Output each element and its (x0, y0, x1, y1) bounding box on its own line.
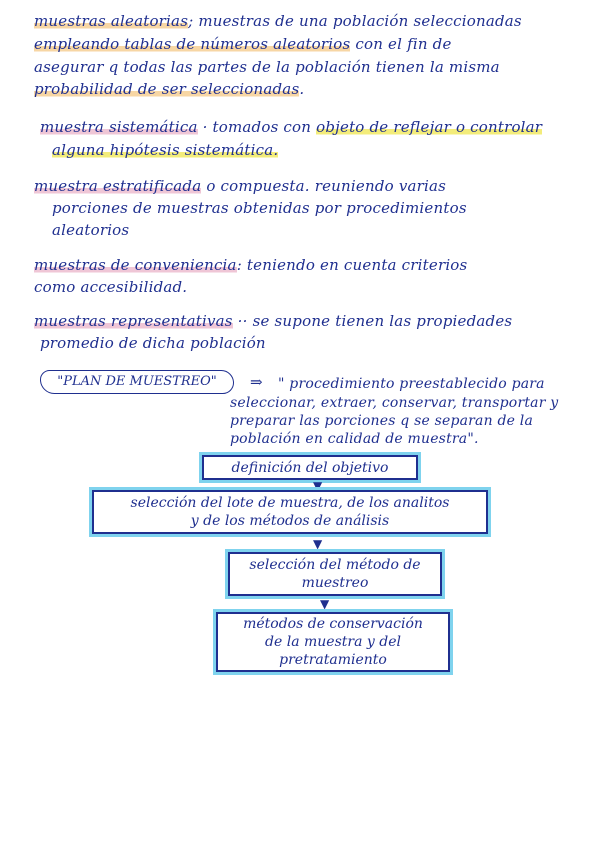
text-line (34, 35, 452, 53)
text-line (34, 80, 304, 98)
flow-step-conservation: métodos de conservación de la muestra y del pretratamiento (216, 612, 450, 672)
definition-line: seleccionar, extraer, conservar, transportar y (230, 395, 559, 411)
definition-line: preparar las porciones q se separan de la (230, 413, 533, 429)
phrase-highlight: alguna hipótesis sistemática. (52, 141, 279, 159)
term-highlight: empleando tablas de números aleatorios (34, 35, 351, 53)
text-line (40, 118, 542, 136)
text-line: como accesibilidad. (34, 278, 188, 296)
text-fragment: . (299, 80, 305, 98)
double-arrow-right-icon: ⇒ (250, 373, 263, 391)
flow-step-sampling-method: selección del método de muestreo (228, 552, 442, 596)
text-fragment: ·· se supone tienen las propiedades (232, 312, 513, 330)
text-line: aleatorios (52, 221, 130, 239)
text-line: porciones de muestras obtenidas por procedimientos (52, 199, 467, 217)
plan-label-bubble: "PLAN DE MUESTREO" (40, 370, 234, 394)
text-line: asegurar q todas las partes de la población tienen la misma (34, 58, 500, 76)
text-line (34, 256, 467, 274)
term-highlight: muestras representativas (34, 312, 233, 330)
arrow-down-icon: ▼ (320, 597, 330, 611)
text-fragment: · tomados con (197, 118, 317, 136)
text-fragment: con el fin de (350, 35, 452, 53)
text-fragment: ; muestras de una población seleccionadas (188, 12, 522, 30)
term-highlight: muestras aleatorias (34, 12, 189, 30)
term-highlight: probabilidad de ser seleccionadas (34, 80, 300, 98)
term-highlight: muestras de conveniencia (34, 256, 237, 274)
term-highlight: muestra estratificada (34, 177, 202, 195)
arrow-down-icon: ▼ (313, 479, 323, 493)
text-fragment: o compuesta. reuniendo varias (201, 177, 447, 195)
flow-step-lot-selection: selección del lote de muestra, de los analitos y de los métodos de análisis (92, 490, 488, 534)
phrase-highlight: objeto de reflejar o controlar (316, 118, 543, 136)
arrow-down-icon: ▼ (313, 537, 323, 551)
text-fragment: : teniendo en cuenta criterios (236, 256, 468, 274)
text-line (34, 177, 446, 195)
text-line (52, 141, 278, 159)
definition-line: " procedimiento preestablecido para (278, 376, 545, 392)
flow-step-objective: definición del objetivo (202, 455, 418, 480)
text-line (34, 312, 512, 330)
definition-line: población en calidad de muestra". (230, 431, 479, 447)
text-line (34, 12, 522, 30)
term-highlight: muestra sistemática (40, 118, 198, 136)
text-line: promedio de dicha población (40, 334, 266, 352)
